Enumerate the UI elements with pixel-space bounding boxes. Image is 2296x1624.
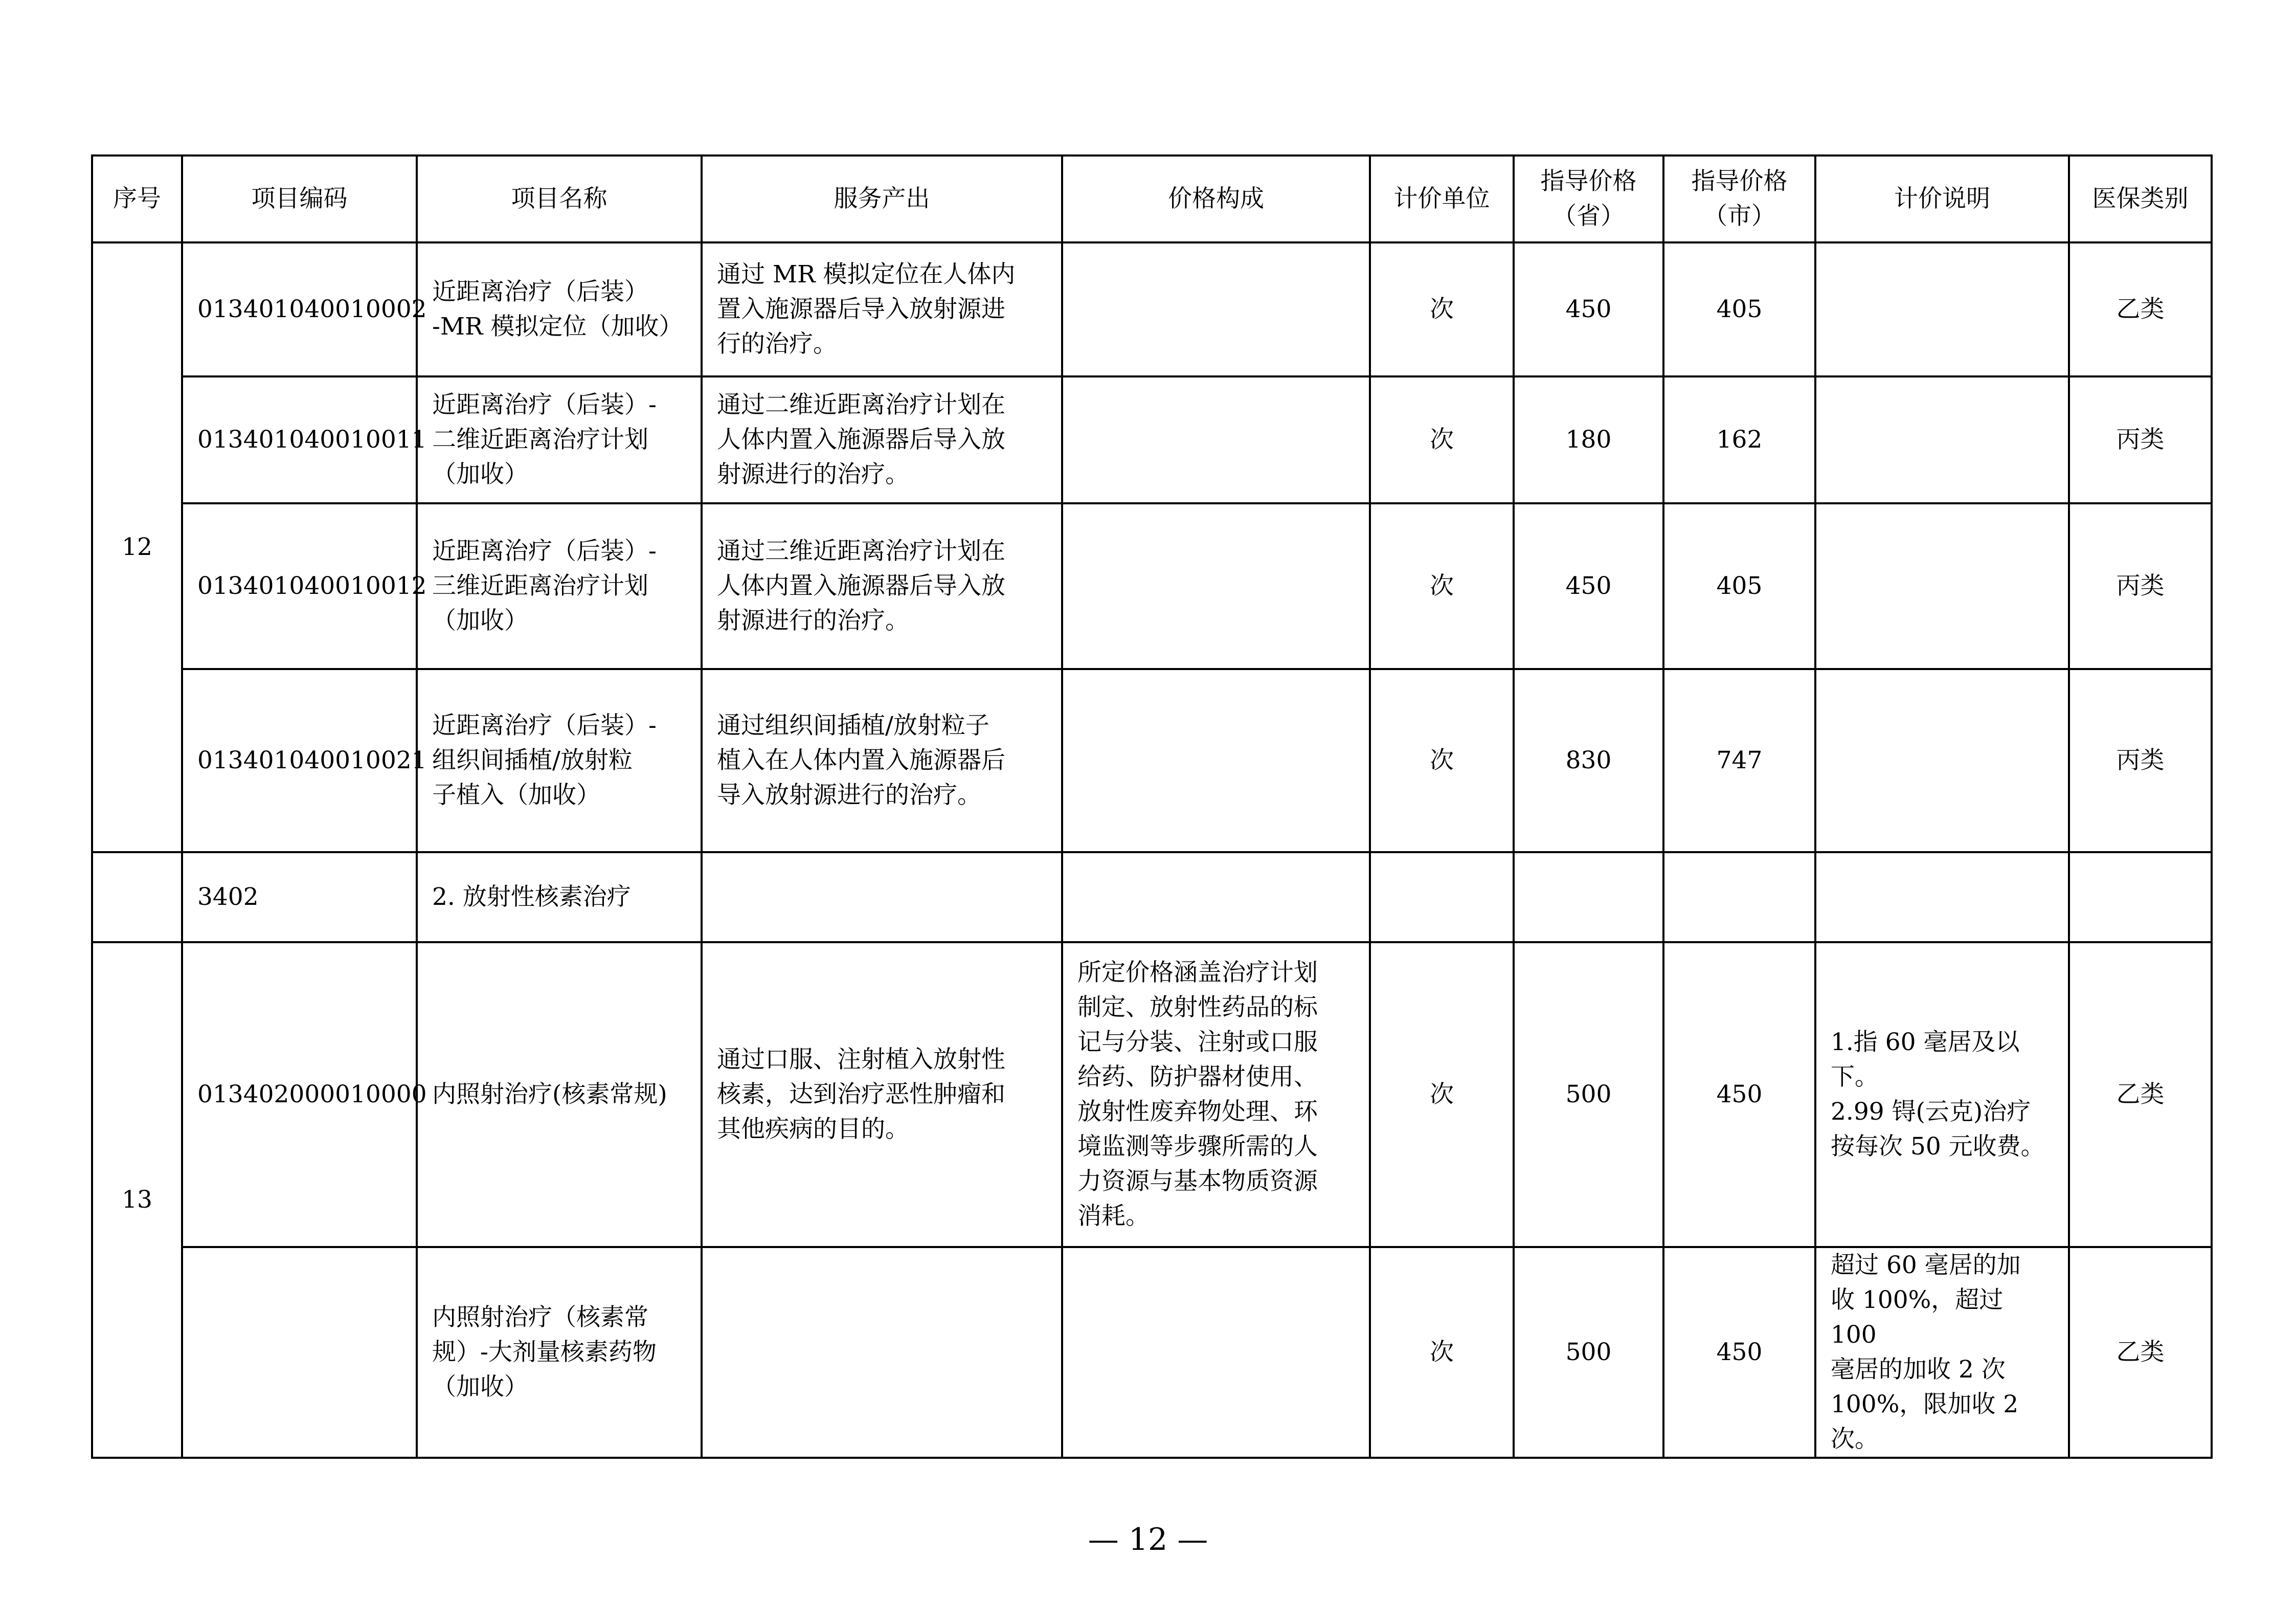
header-price-province bbox=[1514, 155, 1663, 242]
name-line: 二维近距离治疗计划 bbox=[432, 426, 648, 454]
composition-line: 给药、防护器材使用、 bbox=[1077, 1063, 1318, 1091]
price-city-cell: 450 bbox=[1663, 1247, 1815, 1458]
composition-cell bbox=[1062, 503, 1370, 669]
output-cell bbox=[702, 242, 1062, 376]
output-line: 射源进行的治疗。 bbox=[717, 607, 909, 635]
output-line: 通过二维近距离治疗计划在 bbox=[717, 391, 1005, 419]
note-cell bbox=[1815, 942, 2069, 1247]
price-province-cell: 450 bbox=[1514, 503, 1663, 669]
price-table bbox=[91, 154, 2213, 1459]
code-cell: 013401040010002 bbox=[182, 242, 417, 376]
seq-cell: 13 bbox=[92, 942, 182, 1458]
table-row bbox=[92, 376, 2212, 503]
output-line: 通过组织间插植/放射粒子 bbox=[717, 711, 989, 740]
header-code: 项目编码 bbox=[182, 155, 417, 242]
seq-cell: 12 bbox=[92, 242, 182, 852]
composition-line: 放射性废弃物处理、环 bbox=[1077, 1098, 1318, 1126]
output-line: 通过三维近距离治疗计划在 bbox=[717, 537, 1005, 565]
unit-cell: 次 bbox=[1370, 376, 1514, 503]
price-city-cell bbox=[1663, 852, 1815, 942]
price-city-cell: 405 bbox=[1663, 242, 1815, 376]
price-province-cell: 830 bbox=[1514, 669, 1663, 852]
name-line: 近距离治疗（后装） bbox=[432, 278, 648, 306]
output-line: 行的治疗。 bbox=[717, 330, 837, 358]
output-cell bbox=[702, 1247, 1062, 1458]
insurance-cell: 丙类 bbox=[2069, 669, 2212, 852]
header-composition: 价格构成 bbox=[1062, 155, 1370, 242]
header-price-province-line1: 指导价格 bbox=[1540, 167, 1637, 195]
name-line: 近距离治疗（后装）- bbox=[432, 537, 657, 565]
note-cell bbox=[1815, 242, 2069, 376]
code-cell: 013401040010011 bbox=[182, 376, 417, 503]
output-line: 人体内置入施源器后导入放 bbox=[717, 426, 1005, 454]
note-line: 按每次 50 元收费。 bbox=[1831, 1132, 2045, 1161]
output-cell bbox=[702, 503, 1062, 669]
output-cell bbox=[702, 669, 1062, 852]
page-number: — 12 — bbox=[1088, 1522, 1208, 1558]
name-line: （加收） bbox=[432, 607, 528, 635]
note-line: 下。 bbox=[1831, 1063, 1879, 1091]
price-province-cell bbox=[1514, 852, 1663, 942]
insurance-cell: 乙类 bbox=[2069, 242, 2212, 376]
output-line: 导入放射源进行的治疗。 bbox=[717, 781, 981, 809]
note-line: 收 100%，超过 100 bbox=[1831, 1286, 2004, 1349]
name-cell bbox=[417, 1247, 702, 1458]
header-price-province-line2: （省） bbox=[1552, 202, 1625, 230]
name-line: 内照射治疗(核素常规) bbox=[432, 1080, 667, 1108]
name-line: 近距离治疗（后装）- bbox=[432, 391, 657, 419]
note-line: 100%，限加收 2 次。 bbox=[1831, 1390, 2019, 1453]
code-cell: 3402 bbox=[182, 852, 417, 942]
note-line: 1.指 60 毫居及以 bbox=[1831, 1028, 2020, 1056]
name-cell bbox=[417, 242, 702, 376]
output-cell bbox=[702, 942, 1062, 1247]
composition-line: 所定价格涵盖治疗计划 bbox=[1077, 959, 1318, 987]
composition-line: 力资源与基本物质资源 bbox=[1077, 1167, 1318, 1195]
name-cell bbox=[417, 942, 702, 1247]
table-row bbox=[92, 1247, 2212, 1458]
code-cell: 013401040010021 bbox=[182, 669, 417, 852]
output-line: 人体内置入施源器后导入放 bbox=[717, 572, 1005, 600]
price-city-cell: 405 bbox=[1663, 503, 1815, 669]
composition-cell bbox=[1062, 669, 1370, 852]
header-output: 服务产出 bbox=[702, 155, 1062, 242]
composition-cell bbox=[1062, 376, 1370, 503]
header-note: 计价说明 bbox=[1815, 155, 2069, 242]
table-row bbox=[92, 942, 2212, 1247]
name-line: 规）-大剂量核素药物 bbox=[432, 1338, 657, 1366]
note-cell bbox=[1815, 376, 2069, 503]
note-cell bbox=[1815, 669, 2069, 852]
composition-cell bbox=[1062, 1247, 1370, 1458]
output-line: 置入施源器后导入放射源进 bbox=[717, 295, 1005, 323]
name-cell: 2. 放射性核素治疗 bbox=[417, 852, 702, 942]
output-line: 植入在人体内置入施源器后 bbox=[717, 746, 1005, 774]
code-cell bbox=[182, 1247, 417, 1458]
note-cell bbox=[1815, 852, 2069, 942]
header-price-city bbox=[1663, 155, 1815, 242]
price-city-cell: 162 bbox=[1663, 376, 1815, 503]
unit-cell: 次 bbox=[1370, 669, 1514, 852]
composition-cell bbox=[1062, 942, 1370, 1247]
name-line: 三维近距离治疗计划 bbox=[432, 572, 648, 600]
code-cell: 013401040010012 bbox=[182, 503, 417, 669]
note-cell bbox=[1815, 503, 2069, 669]
seq-cell bbox=[92, 852, 182, 942]
composition-cell bbox=[1062, 242, 1370, 376]
composition-line: 消耗。 bbox=[1077, 1202, 1150, 1230]
insurance-cell: 丙类 bbox=[2069, 503, 2212, 669]
price-city-cell: 747 bbox=[1663, 669, 1815, 852]
output-line: 通过 MR 模拟定位在人体内 bbox=[717, 260, 1016, 288]
table-row bbox=[92, 503, 2212, 669]
output-cell bbox=[702, 852, 1062, 942]
unit-cell: 次 bbox=[1370, 942, 1514, 1247]
composition-line: 制定、放射性药品的标 bbox=[1077, 993, 1318, 1021]
output-line: 核素，达到治疗恶性肿瘤和 bbox=[717, 1080, 1005, 1108]
category-row bbox=[92, 852, 2212, 942]
name-line: （加收） bbox=[432, 460, 528, 488]
insurance-cell bbox=[2069, 852, 2212, 942]
price-province-cell: 500 bbox=[1514, 942, 1663, 1247]
composition-line: 记与分装、注射或口服 bbox=[1077, 1028, 1318, 1056]
name-cell bbox=[417, 376, 702, 503]
name-line: 组织间插植/放射粒 bbox=[432, 746, 633, 774]
header-seq: 序号 bbox=[92, 155, 182, 242]
table-row bbox=[92, 242, 2212, 376]
name-line: 子植入（加收） bbox=[432, 781, 600, 809]
unit-cell: 次 bbox=[1370, 1247, 1514, 1458]
insurance-cell: 乙类 bbox=[2069, 1247, 2212, 1458]
name-line: 近距离治疗（后装）- bbox=[432, 711, 657, 740]
output-cell bbox=[702, 376, 1062, 503]
code-cell: 013402000010000 bbox=[182, 942, 417, 1247]
name-line: （加收） bbox=[432, 1373, 528, 1401]
output-line: 射源进行的治疗。 bbox=[717, 460, 909, 488]
insurance-cell: 丙类 bbox=[2069, 376, 2212, 503]
note-cell bbox=[1815, 1247, 2069, 1458]
header-price-city-line1: 指导价格 bbox=[1691, 167, 1788, 195]
header-row bbox=[92, 155, 2212, 242]
name-cell bbox=[417, 669, 702, 852]
price-province-cell: 500 bbox=[1514, 1247, 1663, 1458]
output-line: 其他疾病的目的。 bbox=[717, 1115, 909, 1143]
header-unit: 计价单位 bbox=[1370, 155, 1514, 242]
name-line: -MR 模拟定位（加收） bbox=[432, 313, 683, 341]
header-price-city-line2: （市） bbox=[1703, 202, 1775, 230]
header-name: 项目名称 bbox=[417, 155, 702, 242]
output-line: 通过口服、注射植入放射性 bbox=[717, 1045, 1005, 1074]
price-province-cell: 450 bbox=[1514, 242, 1663, 376]
name-cell bbox=[417, 503, 702, 669]
price-city-cell: 450 bbox=[1663, 942, 1815, 1247]
header-insurance: 医保类别 bbox=[2069, 155, 2212, 242]
composition-cell bbox=[1062, 852, 1370, 942]
price-province-cell: 180 bbox=[1514, 376, 1663, 503]
note-line: 毫居的加收 2 次 bbox=[1831, 1355, 2006, 1384]
unit-cell: 次 bbox=[1370, 242, 1514, 376]
note-line: 2.99 锝(云克)治疗 bbox=[1831, 1098, 2031, 1126]
composition-line: 境监测等步骤所需的人 bbox=[1077, 1132, 1318, 1161]
note-line: 超过 60 毫居的加 bbox=[1831, 1251, 2021, 1279]
table-row bbox=[92, 669, 2212, 852]
insurance-cell: 乙类 bbox=[2069, 942, 2212, 1247]
unit-cell bbox=[1370, 852, 1514, 942]
name-line: 内照射治疗（核素常 bbox=[432, 1303, 648, 1331]
unit-cell: 次 bbox=[1370, 503, 1514, 669]
